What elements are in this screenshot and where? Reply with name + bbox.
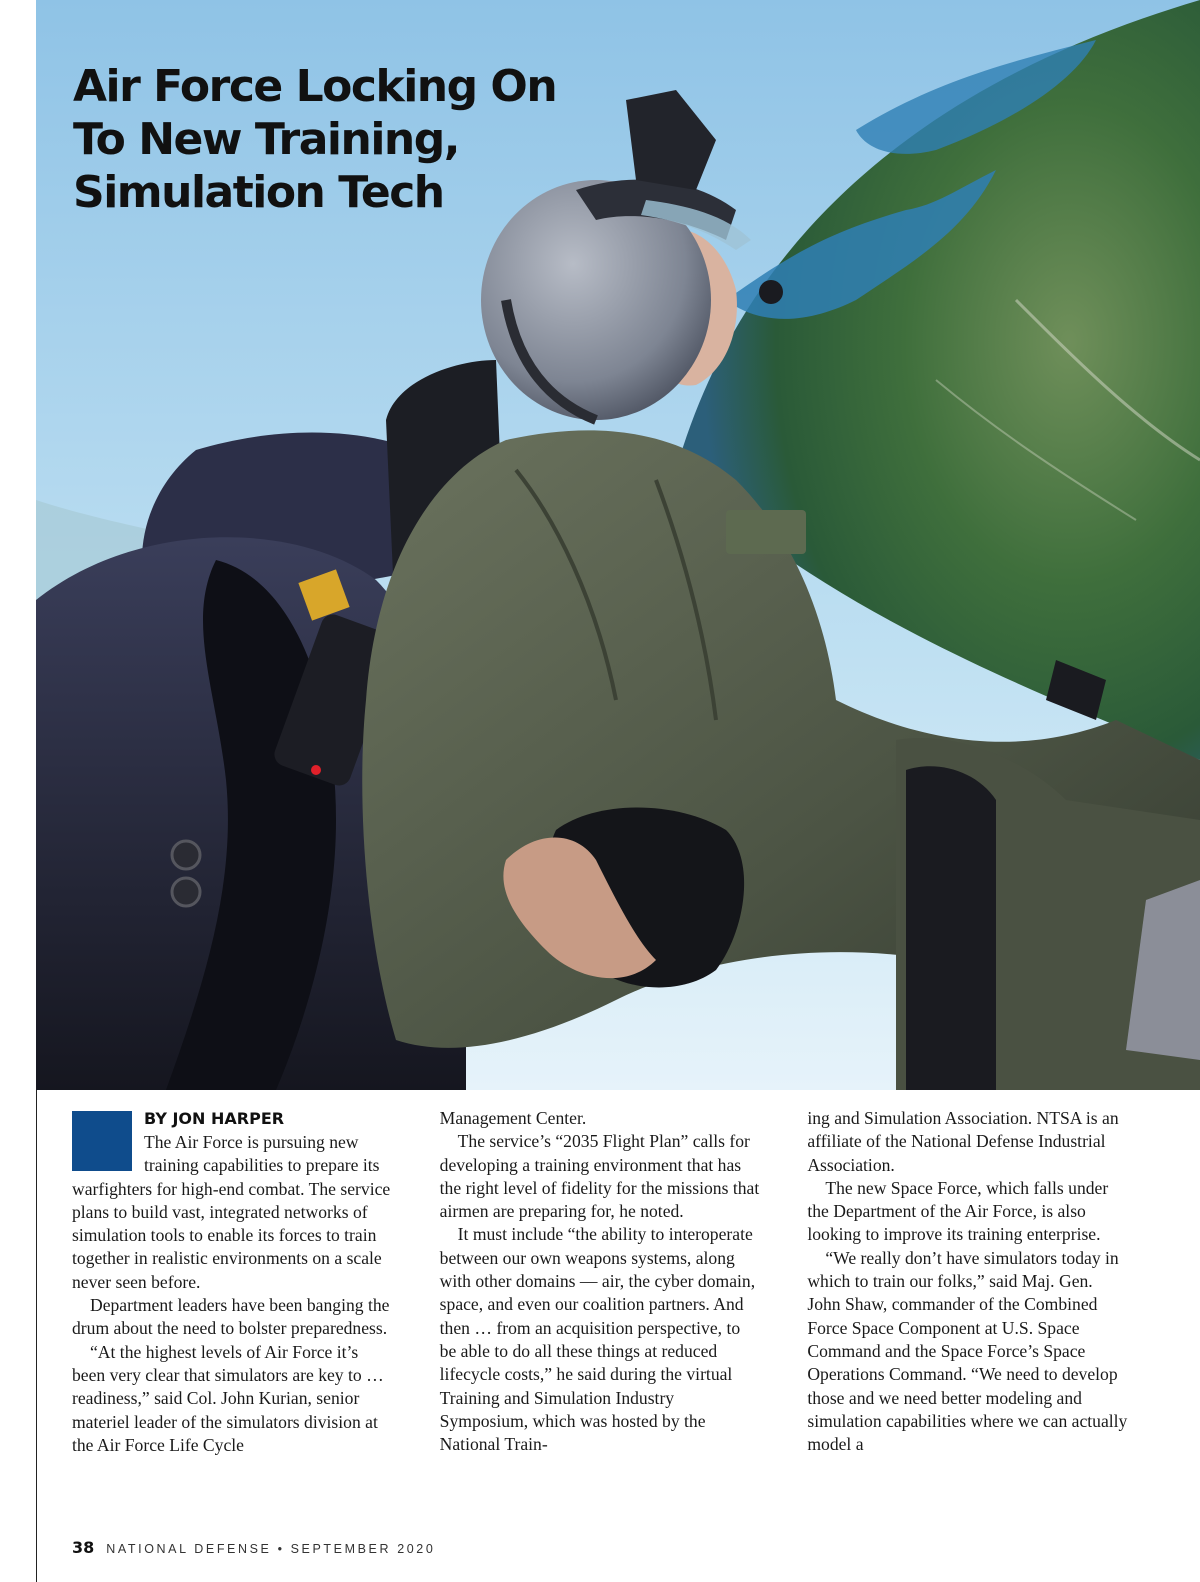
article-body — [72, 1107, 1128, 1487]
paragraph: “We really don’t have simulators today in which to train our folks,” said Maj. Gen. John Shaw, commander of the Combined Force Space Component at U.S. Space Command and the Space Force’s Space Operations Command. “We need to develop those and we need better modeling and simulation capabilities where we can actually model a — [807, 1247, 1128, 1455]
paragraph: Management Center. — [439, 1108, 587, 1128]
body-column-1 — [72, 1107, 393, 1487]
article-headline — [73, 60, 556, 219]
paragraph: ing and Simulation Association. NTSA is an affiliate of the National Defense Industrial Association. — [807, 1108, 1119, 1175]
paragraph: The Air Force is pursuing new training capabilities to prepare its warfighters for high-end combat. The service plans to build vast, integrated networks of simulation tools to enable its forces to train together in realistic environments on a scale never seen before. — [72, 1132, 391, 1292]
body-column-2 — [440, 1107, 761, 1487]
paragraph: Department leaders have been banging the drum about the need to bolster preparedness. — [72, 1295, 390, 1339]
publication-line: NATIONAL DEFENSE • SEPTEMBER 2020 — [106, 1542, 436, 1556]
paragraph: The service’s “2035 Flight Plan” calls for developing a training environment that has the right level of fidelity for the missions that airmen are preparing for, he noted. — [439, 1131, 760, 1222]
section-marker-box — [72, 1111, 132, 1171]
headline-line-1: Air Force Locking On — [73, 61, 557, 112]
headline-line-2: To New Training, — [73, 114, 459, 165]
paragraph: It must include “the ability to interoperate between our own weapons systems, along with other domains — air, the cyber domain, space, and even our coalition partners. And then … from an acquisition perspective, to be able to do all these things at reduced lifecycle costs,” he said during the virtual Training and Simulation Industry Symposium, which was hosted by the National Train- — [439, 1224, 756, 1455]
body-column-3 — [807, 1107, 1128, 1487]
headline-line-3: Simulation Tech — [73, 167, 444, 218]
paragraph: The new Space Force, which falls under the Department of the Air Force, is also looking to improve its training enterprise. — [807, 1177, 1109, 1245]
paragraph: “At the highest levels of Air Force it’s been very clear that simulators are key to … readiness,” said Col. John Kurian, senior materiel leader of the simulators division at the Air Force Life Cycle — [72, 1341, 384, 1455]
page-number: 38 — [72, 1538, 95, 1557]
byline: BY JON HARPER — [144, 1109, 285, 1128]
page-edge-rule — [36, 1090, 37, 1582]
page-footer — [72, 1538, 435, 1562]
